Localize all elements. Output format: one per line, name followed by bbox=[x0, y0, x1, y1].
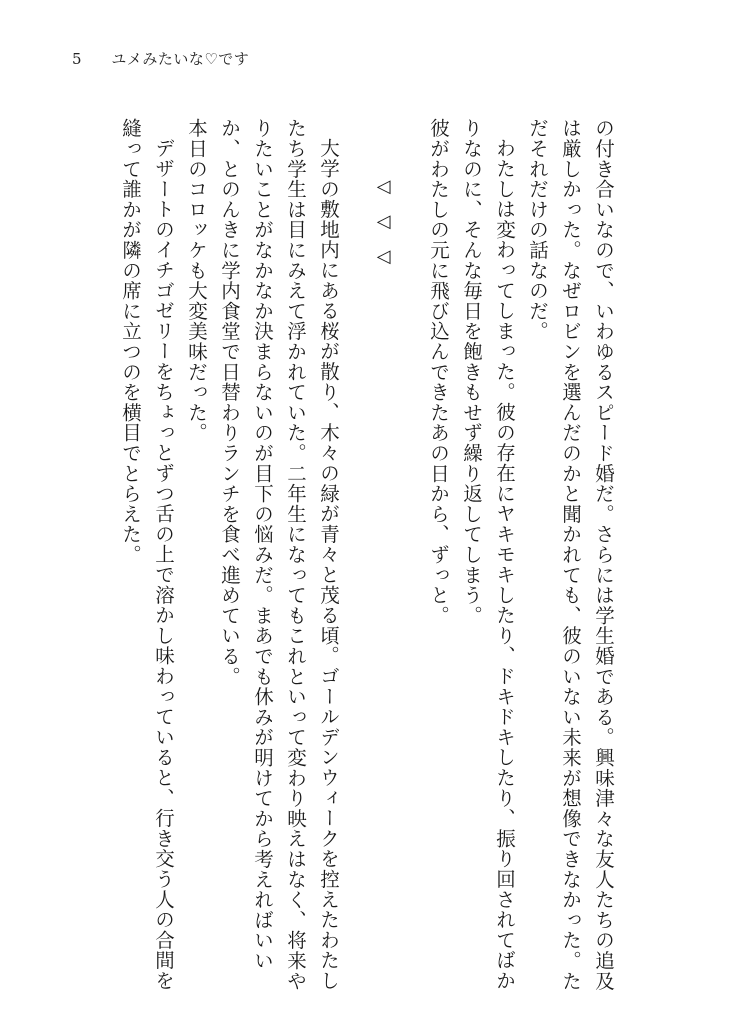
page-number: 5 bbox=[72, 50, 83, 68]
paragraph: 本日のコロッケも大変美味だった。 bbox=[185, 118, 208, 443]
vertical-body-text bbox=[60, 118, 620, 998]
paragraph: わたしは変わってしまった。彼の存在にヤキモキしたり、ドキドキしたり、振り回されてばかりなのに、そんな毎日を飽きもせず繰り返してしまう。 bbox=[460, 118, 516, 991]
paragraph: 大学の敷地内にある桜が散り、木々の緑が青々と茂る頃。ゴールデンウィークを控えたわたしたち学生は目にみえて浮かれていた。二年生になってもこれといって変わり映えはなく、将来やりたいことがなかなか決まらないのが目下の悩みだ。まあでも休みが明けてから考えればいいか、とのんきに学内食堂で日替わりランチを食べ進めている。 bbox=[218, 118, 340, 991]
running-header bbox=[72, 48, 249, 69]
paragraph: 彼がわたしの元に飛び込んできたあの日から、ずっと。 bbox=[427, 118, 450, 626]
running-title: ユメみたいな♡です bbox=[111, 50, 250, 68]
paragraph: の付き合いなので、いわゆるスピード婚だ。さらには学生婚である。興味津々な友人たちの追及は厳しかった。なぜロビンを選んだのかと聞かれても、彼のいない未来が想像できなかった。ただそれだけの話なのだ。 bbox=[526, 118, 615, 991]
scene-break-marks: ◁◁◁ bbox=[373, 176, 394, 281]
paragraph: デザートのイチゴゼリーをちょっとずつ舌の上で溶かし味わっていると、行き交う人の合間を縫って誰かが隣の席に立つのを横目でとらえた。 bbox=[119, 118, 175, 991]
